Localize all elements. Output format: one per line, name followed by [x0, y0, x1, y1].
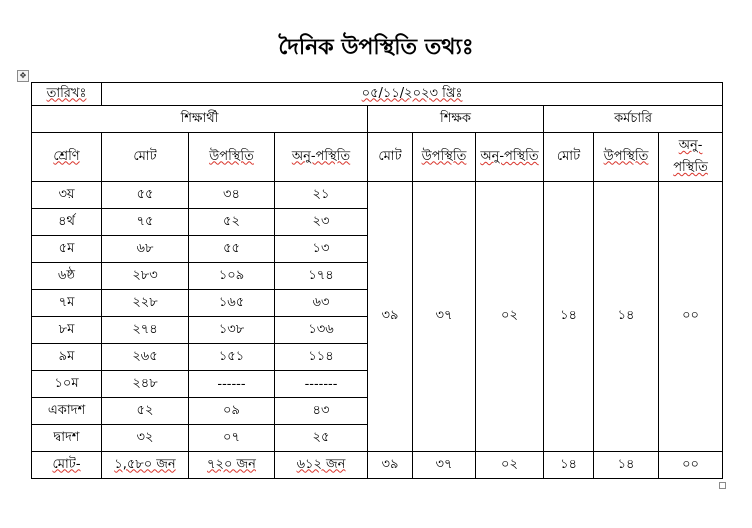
teachers-absent-cell[interactable]: ০২	[476, 182, 544, 452]
class-cell[interactable]: ৬ষ্ঠ	[32, 263, 102, 290]
class-cell[interactable]: ৫ম	[32, 236, 102, 263]
student-present-cell[interactable]: ৫৫	[189, 236, 275, 263]
col-staff-absent-header[interactable]: অনু-পস্থিতি	[659, 133, 723, 182]
teachers-present-cell[interactable]: ৩৭	[413, 182, 476, 452]
col-student-total-header[interactable]: মোট	[102, 133, 189, 182]
student-absent-cell[interactable]: ১৭৪	[275, 263, 368, 290]
students-present-sum[interactable]: ৭২০ জন	[189, 452, 275, 479]
attendance-table	[31, 82, 723, 479]
students-total-sum[interactable]: ১,৫৮০ জন	[102, 452, 189, 479]
table-move-handle-icon[interactable]: ✥	[17, 70, 29, 82]
col-teacher-absent-header[interactable]: অনু-পস্থিতি	[476, 133, 544, 182]
staff-absent-cell[interactable]: ০০	[659, 182, 723, 452]
class-cell[interactable]: দ্বাদশ	[32, 425, 102, 452]
student-present-cell[interactable]: ১৬৫	[189, 290, 275, 317]
student-absent-cell[interactable]: ২৩	[275, 209, 368, 236]
student-present-cell[interactable]: ------	[189, 371, 275, 398]
class-cell[interactable]: একাদশ	[32, 398, 102, 425]
student-total-cell[interactable]: ৭৫	[102, 209, 189, 236]
students-group-header[interactable]: শিক্ষার্থী	[32, 106, 368, 133]
student-total-cell[interactable]: ৫৫	[102, 182, 189, 209]
teachers-total-sum[interactable]: ৩৯	[368, 452, 413, 479]
class-cell[interactable]: ৮ম	[32, 317, 102, 344]
staff-present-sum[interactable]: ১৪	[594, 452, 659, 479]
class-cell[interactable]: ৩য়	[32, 182, 102, 209]
page-title: দৈনিক উপস্থিতি তথ্যঃ	[278, 35, 474, 60]
student-total-cell[interactable]: ৫২	[102, 398, 189, 425]
student-absent-cell[interactable]: ৬৩	[275, 290, 368, 317]
col-teacher-present-header[interactable]: উপস্থিতি	[413, 133, 476, 182]
student-present-cell[interactable]: ০৭	[189, 425, 275, 452]
teachers-absent-sum[interactable]: ০২	[476, 452, 544, 479]
student-total-cell[interactable]: ২৭৪	[102, 317, 189, 344]
staff-total-sum[interactable]: ১৪	[544, 452, 594, 479]
teachers-group-header[interactable]: শিক্ষক	[368, 106, 544, 133]
col-teacher-total-header[interactable]: মোট	[368, 133, 413, 182]
student-present-cell[interactable]: ৫২	[189, 209, 275, 236]
date-value[interactable]: ০৫/১১/২০২৩ খ্রিঃ	[102, 83, 723, 106]
student-absent-cell[interactable]: -------	[275, 371, 368, 398]
staff-group-header[interactable]: কর্মচারি	[544, 106, 723, 133]
student-total-cell[interactable]: ২৪৮	[102, 371, 189, 398]
class-cell[interactable]: ৭ম	[32, 290, 102, 317]
student-total-cell[interactable]: ৬৮	[102, 236, 189, 263]
column-header-row	[32, 133, 723, 182]
col-student-absent-header[interactable]: অনু-পস্থিতি	[275, 133, 368, 182]
student-absent-cell[interactable]: ১৩	[275, 236, 368, 263]
student-total-cell[interactable]: ২২৮	[102, 290, 189, 317]
student-present-cell[interactable]: ১৫১	[189, 344, 275, 371]
col-student-present-header[interactable]: উপস্থিতি	[189, 133, 275, 182]
student-absent-cell[interactable]: ১১৪	[275, 344, 368, 371]
totals-label[interactable]: মোট-	[32, 452, 102, 479]
table-resize-handle[interactable]	[719, 482, 726, 489]
group-header-row	[32, 106, 723, 133]
student-total-cell[interactable]: ২৮৩	[102, 263, 189, 290]
class-cell[interactable]: ৯ম	[32, 344, 102, 371]
class-cell[interactable]: ৪র্থ	[32, 209, 102, 236]
teachers-total-cell[interactable]: ৩৯	[368, 182, 413, 452]
staff-absent-sum[interactable]: ০০	[659, 452, 723, 479]
col-staff-present-header[interactable]: উপস্থিতি	[594, 133, 659, 182]
col-staff-total-header[interactable]: মোট	[544, 133, 594, 182]
staff-total-cell[interactable]: ১৪	[544, 182, 594, 452]
students-absent-sum[interactable]: ৬১২ জন	[275, 452, 368, 479]
student-absent-cell[interactable]: ২১	[275, 182, 368, 209]
student-absent-cell[interactable]: ৪৩	[275, 398, 368, 425]
student-absent-cell[interactable]: ১৩৬	[275, 317, 368, 344]
teachers-present-sum[interactable]: ৩৭	[413, 452, 476, 479]
date-row	[32, 83, 723, 106]
totals-row	[32, 452, 723, 479]
student-present-cell[interactable]: ১০৯	[189, 263, 275, 290]
student-total-cell[interactable]: ২৬৫	[102, 344, 189, 371]
table-row	[32, 182, 723, 209]
col-class-header[interactable]: শ্রেণি	[32, 133, 102, 182]
student-present-cell[interactable]: ৩৪	[189, 182, 275, 209]
student-present-cell[interactable]: ০৯	[189, 398, 275, 425]
staff-present-cell[interactable]: ১৪	[594, 182, 659, 452]
class-cell[interactable]: ১০ম	[32, 371, 102, 398]
student-present-cell[interactable]: ১৩৮	[189, 317, 275, 344]
date-label[interactable]: তারিখঃ	[32, 83, 102, 106]
student-total-cell[interactable]: ৩২	[102, 425, 189, 452]
student-absent-cell[interactable]: ২৫	[275, 425, 368, 452]
